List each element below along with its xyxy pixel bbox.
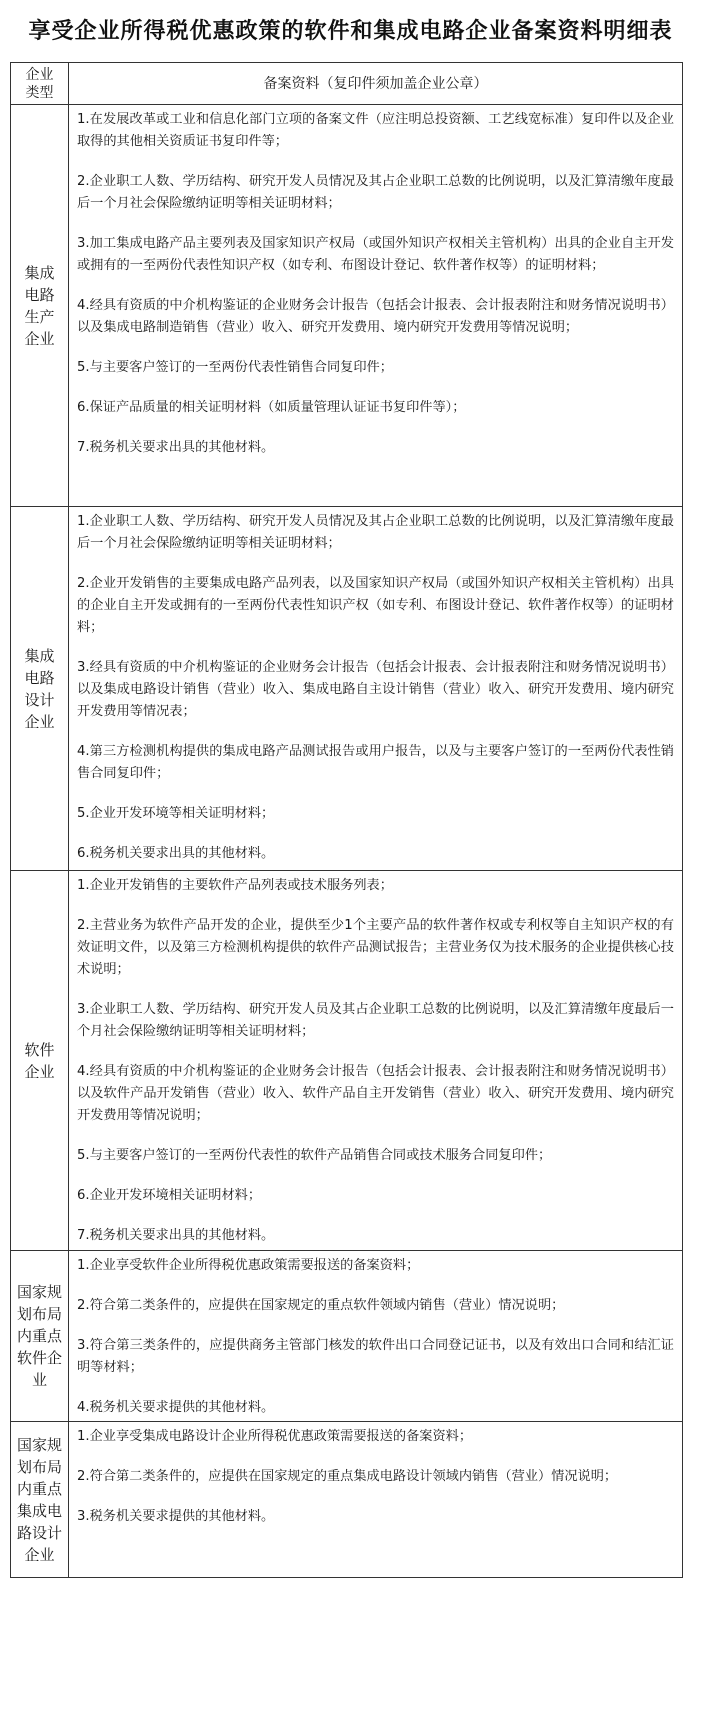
enterprise-type-line: 软件 [24,1040,55,1059]
item-spacer [77,215,674,233]
item-spacer [77,825,674,843]
header-enterprise-type [11,63,69,105]
enterprise-type-line: 企业 [24,1062,55,1081]
material-item: 3.税务机关要求提供的其他材料。 [77,1509,275,1524]
enterprise-type-line: 集成 [24,263,55,282]
table-row [11,1251,683,1422]
material-item: 1.企业开发销售的主要软件产品列表或技术服务列表； [77,878,393,893]
enterprise-type-cell [11,105,69,507]
item-spacer [77,419,674,437]
table-row [11,1422,683,1578]
enterprise-type-cell [11,871,69,1251]
item-spacer [77,723,674,741]
item-spacer [77,1167,674,1185]
enterprise-type-line: 划布局 [16,1457,62,1476]
material-item: 6.税务机关要求出具的其他材料。 [77,846,275,861]
enterprise-type-line: 生产 [24,307,55,326]
material-item: 2.企业职工人数、学历结构、研究开发人员情况及其占企业职工总数的比例说明，以及汇算清缴年度最后一个月社会保险缴纳证明等相关证明材料； [77,174,674,211]
material-item: 3.加工集成电路产品主要列表及国家知识产权局（或国外知识产权相关主管机构）出具的企业自主开发或拥有的一至两份代表性知识产权（如专利、布图设计登记、软件著作权等）的证明材料； [77,236,674,273]
table-row [11,871,683,1251]
enterprise-type-cell [11,507,69,871]
enterprise-type-line: 企业 [24,1545,55,1564]
item-spacer [77,1207,674,1225]
material-item: 2.符合第二类条件的，应提供在国家规定的重点软件领域内销售（营业）情况说明； [77,1298,565,1313]
header-type-line: 类型 [25,84,54,101]
materials-cell [69,1422,683,1578]
enterprise-type-line: 集成电 [16,1501,62,1520]
material-item: 5.与主要客户签订的一至两份代表性销售合同复印件； [77,360,393,375]
table-row [11,507,683,871]
enterprise-type-line: 电路 [24,285,55,304]
item-spacer [77,981,674,999]
material-item: 4.经具有资质的中介机构鉴证的企业财务会计报告（包括会计报表、会计报表附注和财务情况说明书）以及软件产品开发销售（营业）收入、软件产品自主开发销售（营业）收入、研究开发费用、境内研究开发费用等情况说明； [77,1064,674,1123]
material-item: 2.企业开发销售的主要集成电路产品列表，以及国家知识产权局（或国外知识产权相关主管机构）出具的企业自主开发或拥有的一至两份代表性知识产权（如专利、布图设计登记、软件著作权等）的证明材料； [77,576,674,635]
material-item: 5.与主要客户签订的一至两份代表性的软件产品销售合同或技术服务合同复印件； [77,1148,552,1163]
materials-cell [69,871,683,1251]
enterprise-type-line: 企业 [24,712,55,731]
materials-table [10,62,683,1578]
enterprise-type-line: 企业 [24,329,55,348]
enterprise-type-line: 国家规 [16,1435,62,1454]
enterprise-type-line: 内重点 [16,1479,62,1498]
material-item: 6.企业开发环境相关证明材料； [77,1188,262,1203]
item-spacer [77,339,674,357]
table-row [11,105,683,507]
enterprise-type-line: 设计 [24,690,55,709]
material-item: 1.企业职工人数、学历结构、研究开发人员情况及其占企业职工总数的比例说明，以及汇算清缴年度最后一个月社会保险缴纳证明等相关证明材料； [77,514,674,551]
item-spacer [77,1488,674,1506]
item-spacer [77,153,674,171]
material-item: 1.企业享受软件企业所得税优惠政策需要报送的备案资料； [77,1258,420,1273]
enterprise-type-cell [11,1251,69,1422]
material-item: 3.企业职工人数、学历结构、研究开发人员及其占企业职工总数的比例说明，以及汇算清缴年度最后一个月社会保险缴纳证明等相关证明材料； [77,1002,674,1039]
enterprise-type-cell [11,1422,69,1578]
enterprise-type-line: 集成 [24,646,55,665]
item-spacer [77,1448,674,1466]
item-spacer [77,897,674,915]
page-title: 享受企业所得税优惠政策的软件和集成电路企业备案资料明细表 [28,19,673,44]
item-spacer [77,1127,674,1145]
enterprise-type-line: 软件企 [16,1349,62,1367]
item-spacer [77,639,674,657]
material-item: 3.符合第三类条件的，应提供商务主管部门核发的软件出口合同登记证书，以及有效出口合同和结汇证明等材料； [77,1338,674,1375]
materials-cell [69,1251,683,1422]
item-spacer [77,1379,674,1397]
material-item: 7.税务机关要求出具的其他材料。 [77,1228,275,1243]
material-item: 3.经具有资质的中介机构鉴证的企业财务会计报告（包括会计报表、会计报表附注和财务情况说明书）以及集成电路设计销售（营业）收入、集成电路自主设计销售（营业）收入、研究开发费用、境内研究开发费用等情况表； [77,660,674,719]
item-spacer [77,785,674,803]
material-item: 1.企业享受集成电路设计企业所得税优惠政策需要报送的备案资料； [77,1429,473,1444]
item-spacer [77,277,674,295]
header-materials: 备案资料（复印件须加盖企业公章） [69,63,683,105]
material-item: 4.经具有资质的中介机构鉴证的企业财务会计报告（包括会计报表、会计报表附注和财务情况说明书）以及集成电路制造销售（营业）收入、研究开发费用、境内研究开发费用等情况说明； [77,298,674,335]
material-item: 4.税务机关要求提供的其他材料。 [77,1400,275,1415]
materials-cell [69,507,683,871]
material-item: 6.保证产品质量的相关证明材料（如质量管理认证证书复印件等）； [77,400,466,415]
table-header-row [11,63,683,105]
materials-cell [69,105,683,507]
enterprise-type-line: 国家规 [16,1283,62,1301]
header-type-line: 企业 [25,66,54,83]
material-item: 4.第三方检测机构提供的集成电路产品测试报告或用户报告，以及与主要客户签订的一至两份代表性销售合同复印件； [77,744,674,781]
enterprise-type-line: 划布局 [16,1305,62,1323]
enterprise-type-line: 电路 [24,668,55,687]
item-spacer [77,379,674,397]
material-item: 5.企业开发环境等相关证明材料； [77,806,275,821]
item-spacer [77,1317,674,1335]
enterprise-type-line: 业 [31,1371,47,1389]
material-item: 1.在发展改革或工业和信息化部门立项的备案文件（应注明总投资额、工艺线宽标准）复印件以及企业取得的其他相关资质证书复印件等； [77,112,674,149]
item-spacer [77,1277,674,1295]
enterprise-type-line: 路设计 [16,1523,62,1542]
item-spacer [77,555,674,573]
material-item: 2.符合第二类条件的，应提供在国家规定的重点集成电路设计领域内销售（营业）情况说明； [77,1469,618,1484]
enterprise-type-line: 内重点 [16,1327,62,1345]
material-item: 7.税务机关要求出具的其他材料。 [77,440,275,455]
item-spacer [77,1043,674,1061]
material-item: 2.主营业务为软件产品开发的企业，提供至少1个主要产品的软件著作权或专利权等自主知识产权的有效证明文件，以及第三方检测机构提供的软件产品测试报告；主营业务仅为技术服务的企业提供核心技术说明； [77,918,674,977]
